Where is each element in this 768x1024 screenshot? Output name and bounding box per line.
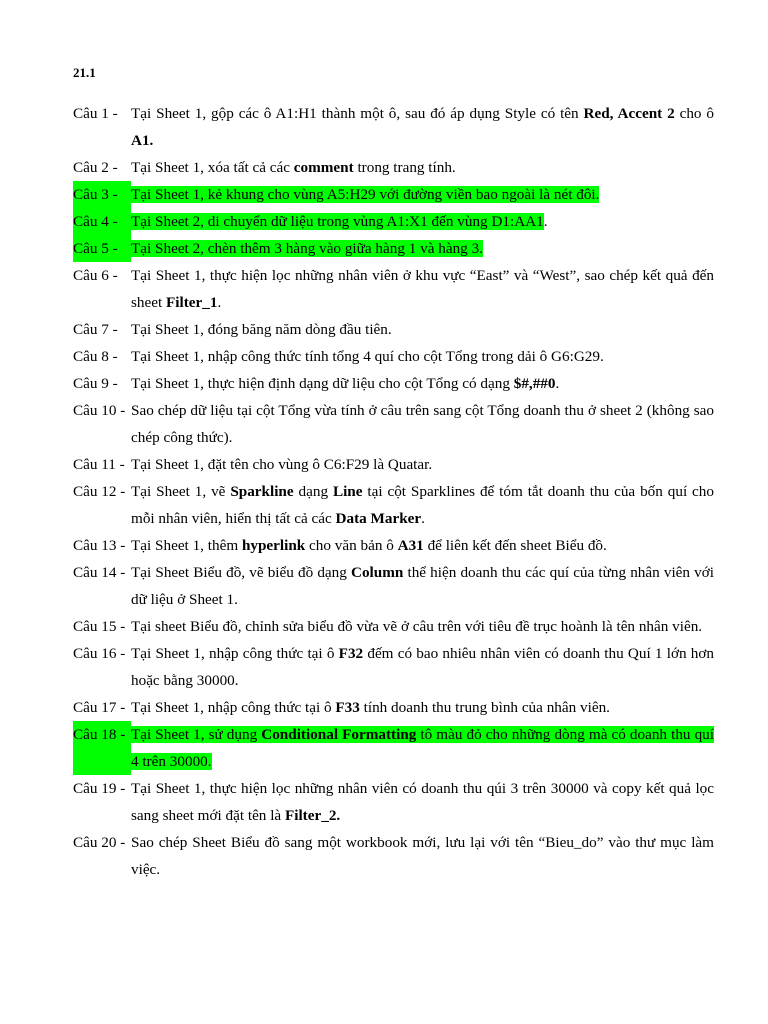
question-number: Câu 19 - [73, 780, 126, 797]
question-item [73, 100, 714, 154]
text-segment: cho ô [674, 105, 714, 122]
text-segment: Tại Sheet 1, thực hiện lọc những nhân viên ở khu vực “East” và “West”, sao chép kết quả đến sheet [131, 267, 714, 311]
text-segment: Tại Sheet 1, đóng băng năm dòng đầu tiên. [131, 321, 392, 338]
bold-term: Data Marker [335, 510, 422, 527]
bold-term: Red, Accent 2 [583, 105, 675, 122]
question-text [131, 451, 714, 478]
question-number: Câu 9 - [73, 375, 118, 392]
question-text [131, 154, 714, 181]
bold-term: Line [332, 483, 363, 500]
question-text [131, 532, 714, 559]
question-text [131, 100, 714, 154]
text-segment: Tại Sheet 2, chèn thêm 3 hàng vào giữa hàng 1 và hàng 3. [131, 240, 483, 257]
text-segment: Tại Sheet 1, thêm [131, 537, 242, 554]
question-number: Câu 2 - [73, 159, 118, 176]
question-item [73, 613, 714, 640]
text-segment: Sao chép dữ liệu tại cột Tổng vừa tính ở câu trên sang cột Tổng doanh thu ở sheet 2 (không sao chép công thức). [131, 402, 714, 446]
text-segment: tính doanh thu trung bình của nhân viên. [359, 699, 610, 716]
question-text [131, 478, 714, 532]
question-item [73, 829, 714, 883]
text-segment: đếm có bao nhiêu nhân viên có doanh thu Quí 1 lớn hơn hoặc bằng 30000. [131, 645, 714, 689]
text-segment: . [217, 294, 222, 311]
question-text [131, 829, 714, 883]
question-item [73, 235, 714, 262]
question-item [73, 154, 714, 181]
question-list [73, 100, 714, 883]
text-segment: trong trang tính. [353, 159, 456, 176]
text-segment: Sao chép Sheet Biểu đồ sang một workbook mới, lưu lại với tên “Bieu_do” vào thư mục làm việc. [131, 834, 714, 878]
question-item [73, 262, 714, 316]
bold-term: F32 [338, 645, 364, 662]
question-item [73, 451, 714, 478]
question-item [73, 208, 714, 235]
question-number: Câu 1 - [73, 105, 118, 122]
question-item [73, 370, 714, 397]
text-segment: Tại Sheet 1, kẻ khung cho vùng A5:H29 với đường viền bao ngoài là nét đôi. [131, 186, 600, 203]
question-text [131, 208, 714, 235]
question-text [131, 613, 714, 640]
question-number: Câu 16 - [73, 645, 126, 662]
question-text [131, 640, 714, 694]
question-text [131, 559, 714, 613]
question-number: Câu 17 - [73, 699, 126, 716]
question-text [131, 316, 714, 343]
question-number: Câu 8 - [73, 348, 118, 365]
question-text [131, 343, 714, 370]
question-item [73, 397, 714, 451]
question-text [131, 721, 714, 775]
question-item [73, 343, 714, 370]
question-item [73, 532, 714, 559]
question-item [73, 181, 714, 208]
question-number: Câu 10 - [73, 402, 126, 419]
bold-term: Sparkline [230, 483, 294, 500]
text-segment: Tại Sheet 1, xóa tất cả các [131, 159, 294, 176]
text-segment: tô màu đỏ cho những dòng mà có doanh thu quí 4 trên 30000. [131, 726, 714, 770]
question-item [73, 478, 714, 532]
question-number: Câu 20 - [73, 834, 126, 851]
question-item [73, 775, 714, 829]
question-number: Câu 14 - [73, 564, 126, 581]
question-number: Câu 4 - [73, 208, 131, 235]
text-segment: để liên kết đến sheet Biểu đồ. [423, 537, 607, 554]
question-item [73, 559, 714, 613]
question-item [73, 316, 714, 343]
question-item [73, 694, 714, 721]
question-number: Câu 15 - [73, 618, 126, 635]
text-segment: Tại Sheet 1, thực hiện định dạng dữ liệu cho cột Tổng có dạng [131, 375, 514, 392]
text-segment: Tại Sheet 1, nhập công thức tại ô [131, 645, 339, 662]
question-number: Câu 11 - [73, 456, 125, 473]
question-number: Câu 6 - [73, 267, 118, 284]
question-number: Câu 13 - [73, 537, 126, 554]
document-page [73, 64, 714, 883]
question-text [131, 181, 714, 208]
text-segment: Tại Sheet 1, đặt tên cho vùng ô C6:F29 là Quatar. [131, 456, 433, 473]
text-segment: thể hiện doanh thu các quí của từng nhân viên với dữ liệu ở Sheet 1. [131, 564, 714, 608]
text-segment: Tại Sheet 2, di chuyển dữ liệu trong vùng A1:X1 đến vùng D1:AA1 [131, 213, 544, 230]
text-segment: . [421, 510, 425, 527]
bold-term: Column [351, 564, 404, 581]
bold-term: comment [293, 159, 354, 176]
text-segment: cho văn bản ô [305, 537, 398, 554]
question-text [131, 397, 714, 451]
bold-term: Filter_2. [284, 807, 341, 824]
question-number: Câu 18 - [73, 721, 131, 775]
bold-term: Filter_1 [166, 294, 218, 311]
question-item [73, 721, 714, 775]
bold-term: Conditional Formatting [261, 726, 417, 743]
text-segment: Tại Sheet 1, nhập công thức tính tổng 4 quí cho cột Tổng trong dải ô G6:G29. [131, 348, 604, 365]
text-segment: tại cột Sparklines để tóm tắt doanh thu của bốn quí cho mỗi nhân viên, hiển thị tất cả các [131, 483, 714, 527]
question-text [131, 262, 714, 316]
bold-term: $#,##0 [513, 375, 556, 392]
text-segment: . [543, 213, 548, 230]
text-segment: Tại Sheet 1, gộp các ô A1:H1 thành một ô, sau đó áp dụng Style có tên [131, 105, 584, 122]
question-number: Câu 3 - [73, 181, 131, 208]
question-text [131, 235, 714, 262]
text-segment: dạng [293, 483, 333, 500]
question-text [131, 694, 714, 721]
bold-term: hyperlink [241, 537, 306, 554]
question-item [73, 640, 714, 694]
question-number: Câu 5 - [73, 235, 131, 262]
text-segment: Tại Sheet 1, vẽ [131, 483, 231, 500]
text-segment: . [555, 375, 560, 392]
question-number: Câu 12 - [73, 483, 126, 500]
question-number: Câu 7 - [73, 321, 118, 338]
text-segment: Tại sheet Biểu đồ, chỉnh sửa biểu đồ vừa vẽ ở câu trên với tiêu đề trục hoành là tên nhân viên. [131, 618, 703, 635]
question-text [131, 370, 714, 397]
bold-term: A1. [131, 132, 154, 149]
bold-term: F33 [335, 699, 360, 716]
text-segment: Tại Sheet 1, thực hiện lọc những nhân viên có doanh thu qúi 3 trên 30000 và copy kết quả lọc sang sheet mới đặt tên là [131, 780, 714, 824]
text-segment: Tại Sheet 1, nhập công thức tại ô [131, 699, 336, 716]
text-segment: Tại Sheet 1, sử dụng [131, 726, 262, 743]
question-text [131, 775, 714, 829]
bold-term: A31 [397, 537, 424, 554]
text-segment: Tại Sheet Biểu đồ, vẽ biểu đồ dạng [131, 564, 351, 581]
section-heading: 21.1 [73, 65, 96, 80]
